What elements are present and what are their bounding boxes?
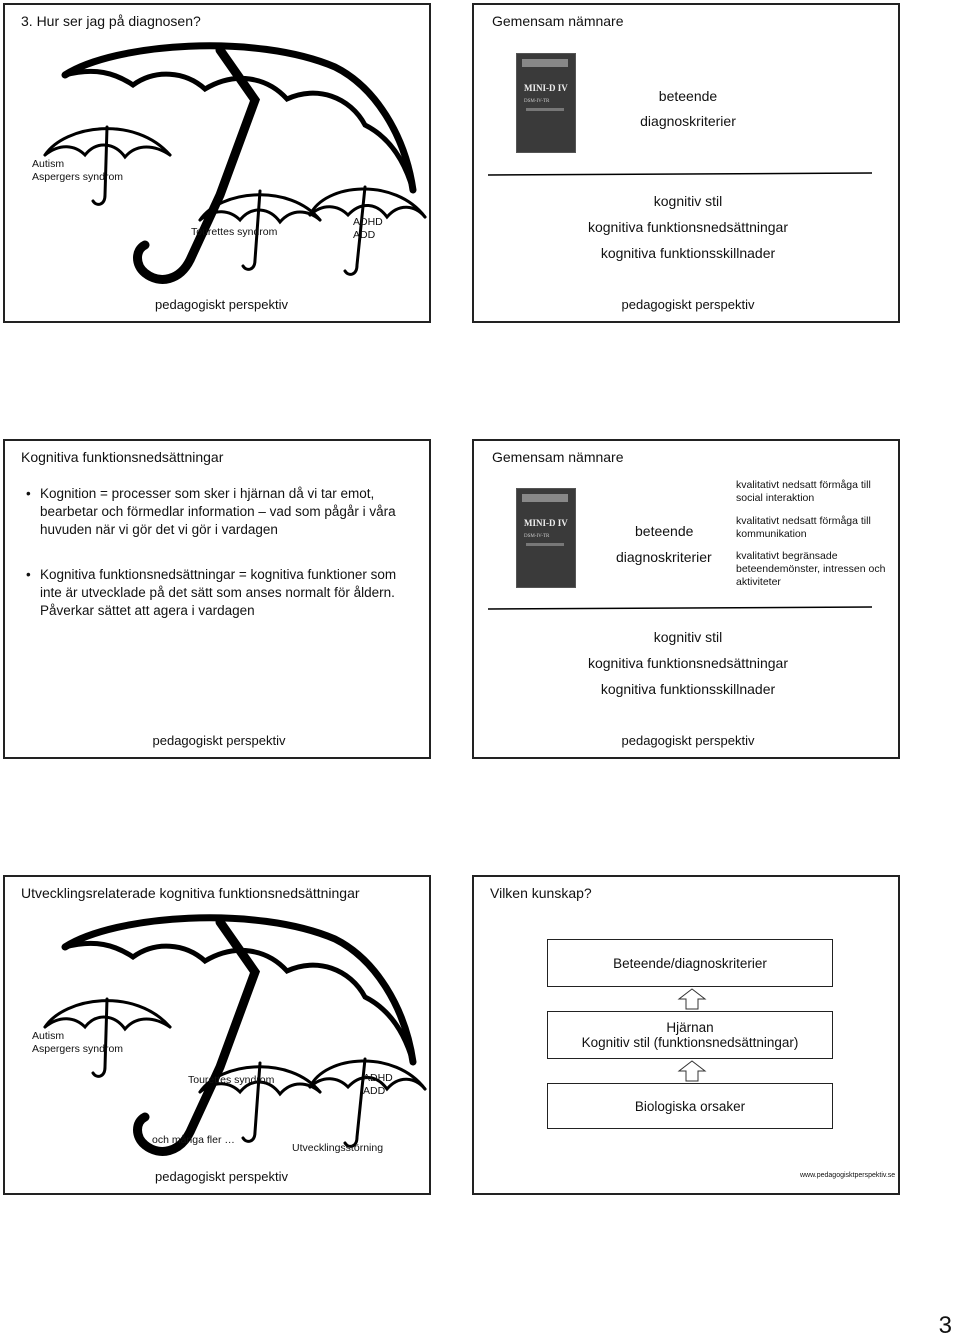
big-umbrella-icon [65,918,413,1152]
book-subtitle: DSM-IV-TR [524,534,550,539]
up-arrow-icon [677,1059,707,1083]
box-hjarnan [547,1011,833,1059]
kognitiv-stil-label: kognitiv stil [653,193,723,209]
funktionsskillnader-label: kognitiva funktionsskillnader [600,245,776,261]
label-utvecklingsstorning: Utvecklingsstörning [292,1142,384,1154]
funktionsnedsattningar-label: kognitiva funktionsnedsättningar [587,655,789,671]
funktionsskillnader-label: kognitiva funktionsskillnader [600,681,776,697]
slide-3-title: Kognitiva funktionsnedsättningar [21,449,224,465]
label-asperger: Aspergers syndrom [32,1043,124,1055]
label-autism: Autism [32,1030,65,1042]
box-beteende-diagnoskriterier [547,939,833,987]
book-title: MINI-D IV [524,518,568,528]
book-subtitle: DSM-IV-TR [524,99,550,104]
label-tourettes: Tourettes syndrom [188,1074,275,1086]
slide-4 [472,439,900,759]
slide-4-title: Gemensam nämnare [492,449,624,465]
slide-1-title: 3. Hur ser jag på diagnosen? [21,13,201,29]
label-autism: Autism [32,158,65,170]
diagnoskriterier-label: diagnoskriterier [616,549,712,565]
beteende-label: beteende [635,523,694,539]
bullet-text: Kognitiva funktionsnedsättningar = kognitiva funktioner som inte är utvecklade på det sätt som anses normalt för åldern. Påverkar sättet att agera i vardagen [40,567,397,618]
label-tourettes: Tourettes syndrom [191,226,278,238]
label-adhd: ADHD [353,216,383,228]
label-adhd: ADHD [363,1072,393,1084]
slide-3 [3,439,431,759]
slide-2-title: Gemensam nämnare [492,13,624,29]
kognitiv-stil-label: kognitiv stil [653,629,723,645]
divider-line [474,599,900,619]
slide-5-title: Utvecklingsrelaterade kognitiva funktionsnedsättningar [21,885,360,901]
label-add: ADD [353,229,376,241]
box-text: Kognitiv stil (funktionsnedsättningar) [581,1035,799,1050]
bullet-item: • Kognition = processer som sker i hjärnan då vi tar emot, bearbetar och förmedlar information – vad som pågår i våra huvuden när vi gör det vi gör i vardagen [26,486,396,537]
slide-1 [3,3,431,323]
slide-footer: pedagogiskt perspektiv [152,733,286,748]
diagnoskriterier-label: diagnoskriterier [640,113,736,129]
criteria-text: kvalitativt nedsatt förmåga till social interaktion [736,479,871,504]
slide-6 [472,875,900,1195]
bullet-text: Kognition = processer som sker i hjärnan då vi tar emot, bearbetar och förmedlar information – vad som pågår i våra huvuden när vi gör det vi gör i vardagen [40,486,396,537]
umbrella-illustration [5,5,431,323]
box-text: Hjärnan [666,1020,714,1035]
label-add: ADD [363,1085,386,1097]
up-arrow-icon [677,987,707,1011]
box-text: Biologiska orsaker [634,1098,746,1114]
beteende-label: beteende [658,88,718,104]
box-text: Beteende/diagnoskriterier [613,955,767,971]
divider-line [474,165,900,185]
label-asperger: Aspergers syndrom [32,171,124,183]
criteria-item [736,550,886,589]
big-umbrella-icon [65,46,413,280]
box-biologiska-orsaker [547,1083,833,1129]
funktionsnedsattningar-label: kognitiva funktionsnedsättningar [587,219,789,235]
criteria-text: kvalitativt nedsatt förmåga till kommunikation [736,515,871,540]
label-manga-fler: och många fler … [152,1134,235,1146]
slide-6-title: Vilken kunskap? [490,885,592,901]
slide-5 [3,875,431,1195]
slide-2 [472,3,900,323]
criteria-item [736,479,896,505]
criteria-item [736,515,896,541]
slide-footer: pedagogiskt perspektiv [155,1169,288,1184]
slide-footer: pedagogiskt perspektiv [621,297,755,312]
bullet-item: • Kognitiva funktionsnedsättningar = kognitiva funktioner som inte är utvecklade på det sätt som anses normalt för åldern. Påverkar sättet att agera i vardagen [26,567,397,618]
website-url: www.pedagogisktperspektiv.se [800,1172,896,1179]
criteria-text: kvalitativt begränsade beteendemönster, intressen och aktiviteter [736,550,886,588]
page-number: 3 [938,1312,952,1339]
slide-footer: pedagogiskt perspektiv [621,733,755,748]
dsm-book-image [516,488,576,588]
slide-footer: pedagogiskt perspektiv [155,297,288,312]
book-title: MINI-D IV [524,83,568,93]
